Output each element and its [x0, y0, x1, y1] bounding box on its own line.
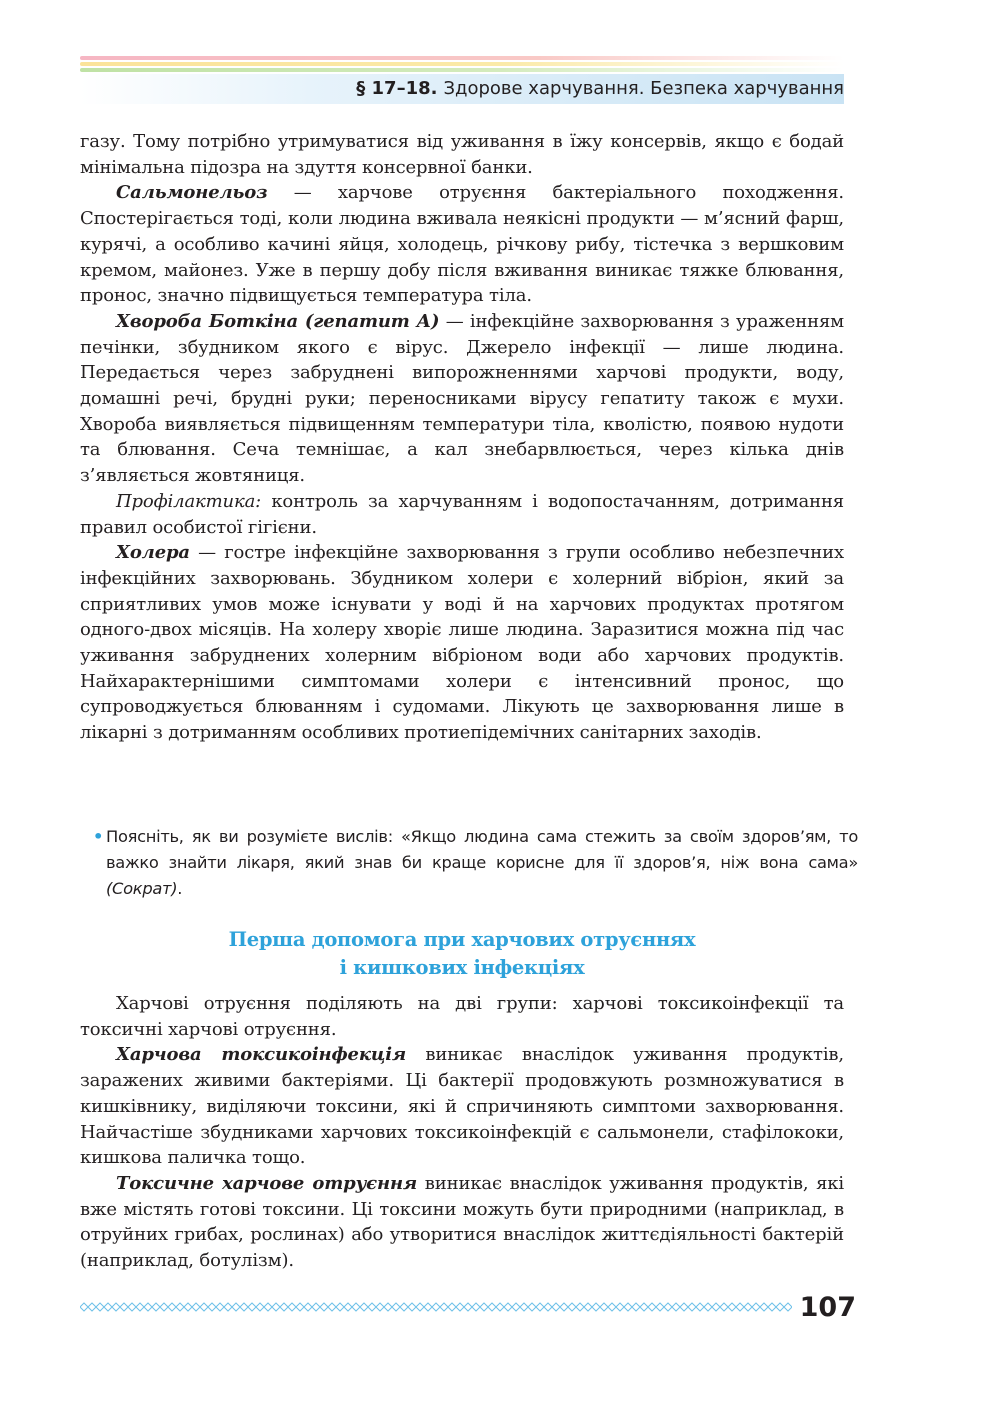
section-title-header: Здорове харчування. Безпека харчування: [443, 78, 844, 99]
body-text-bottom: [80, 991, 844, 1274]
question-bullet: [93, 824, 858, 902]
footer-ornament: [80, 1300, 792, 1314]
paragraph-text: виникає внаслідок уживання продуктів, які вже містять готові токсини. Ці токсини можуть бути природними (наприклад, в отруйних грибах, рослинах) або утворитися внаслідок життєдіяльності бактерій (наприклад, ботулізм).: [80, 1172, 844, 1272]
header-stripe-yellow: [80, 62, 844, 66]
question-source: (Сократ): [106, 879, 178, 898]
term-prophylaxis: Профілактика:: [116, 490, 262, 512]
section-heading: [80, 926, 844, 982]
question-end: .: [177, 879, 183, 898]
paragraph-prophylaxis: [80, 489, 844, 540]
term-toxicoinfection: Харчова токсикоінфекція: [116, 1044, 407, 1066]
running-head: [356, 78, 844, 99]
paragraph-cholera: [80, 540, 844, 746]
bullet-icon: •: [93, 827, 104, 846]
header-stripe-green: [80, 68, 844, 72]
paragraph-salmonellosis: [80, 180, 844, 309]
paragraph-text: — харчове отруєння бактеріального походження. Спостерігається тоді, коли людина вживала неякісні продукти — м’ясний фарш, курячі, а особливо качині яйця, холодець, річкову рибу, тістечка з вершковим кремом, майонез. Уже в першу добу після вживання виникає тяжке блювання, пронос, значно підвищується температура тіла.: [80, 182, 844, 307]
paragraph-text: — гостре інфекційне захворювання з групи особливо небезпечних інфекційних захворювань. Збудником холери є холерний вібріон, який за сприятливих умов може існувати у воді й на харчових продуктах протягом одного-двох місяців. На холеру хворіє лише людина. Заразитися можна під час уживання забруднених холерним вібріоном води або харчових продуктів. Найхарактернішими симптомами холери є інтенсивний пронос, що супроводжується блюванням і судомами. Лікують це захворювання лише в лікарні з дотриманням особливих протиепідемічних санітарних заходів.: [80, 542, 844, 744]
term-toxic-poisoning: Токсичне харчове отруєння: [116, 1172, 418, 1194]
paragraph-toxic-poisoning: [80, 1171, 844, 1274]
question-text: Поясніть, як ви розумієте вислів: «Якщо людина сама стежить за своїм здоров’ям, то важко знайти лікаря, який знав би краще корисне для її здоров’я, ніж вона сама»: [106, 827, 858, 872]
term-salmonellosis: Сальмонельоз: [116, 182, 268, 204]
term-cholera: Холера: [116, 542, 190, 564]
page-number: 107: [799, 1292, 856, 1323]
paragraph-groups: [80, 991, 844, 1042]
section-number: § 17–18.: [356, 78, 438, 99]
header-stripe-pink: [80, 56, 844, 60]
paragraph-text: — інфекційне захворювання з ураженням печінки, збудником якого є вірус. Джерело інфекції — лише людина. Передається через забруднені випорожненнями харчові продукти, воду, домашні речі, брудні руки; переносниками вірусу гепатиту також є мухи. Хвороба виявляється підвищенням температури тіла, кволістю, появою нудоти та блювання. Сеча темнішає, а кал знебарвлюється, через кілька днів з’являється жовтяниця.: [80, 310, 844, 487]
paragraph-text: контроль за харчуванням і водопостачанням, дотримання правил особистої гігієни.: [80, 490, 844, 538]
paragraph-hepatitis: [80, 309, 844, 489]
body-text-top: [80, 129, 844, 746]
paragraph-toxicoinfection: [80, 1042, 844, 1171]
paragraph-text: газу. Тому потрібно утримуватися від уживання в їжу консервів, якщо є бодай мінімальна підозра на здуття консервної банки.: [80, 131, 844, 178]
section-heading-line-1: Перша допомога при харчових отруєннях: [228, 928, 696, 951]
term-hepatitis: Хвороба Боткіна (гепатит А): [116, 310, 440, 332]
paragraph-1: [80, 129, 844, 180]
paragraph-text: виникає внаслідок уживання продуктів, заражених живими бактеріями. Ці бактерії продовжують розмножуватися в кишківнику, виділяючи токсини, які й спричиняють симптоми захворювання. Найчастіше збудниками харчових токсикоінфекцій є сальмонели, стафілококи, кишкова паличка тощо.: [80, 1044, 844, 1169]
section-heading-line-2: і кишкових інфекціях: [339, 956, 585, 979]
paragraph-text: Харчові отруєння поділяють на дві групи: харчові токсикоінфекції та токсичні харчові отруєння.: [80, 993, 844, 1040]
